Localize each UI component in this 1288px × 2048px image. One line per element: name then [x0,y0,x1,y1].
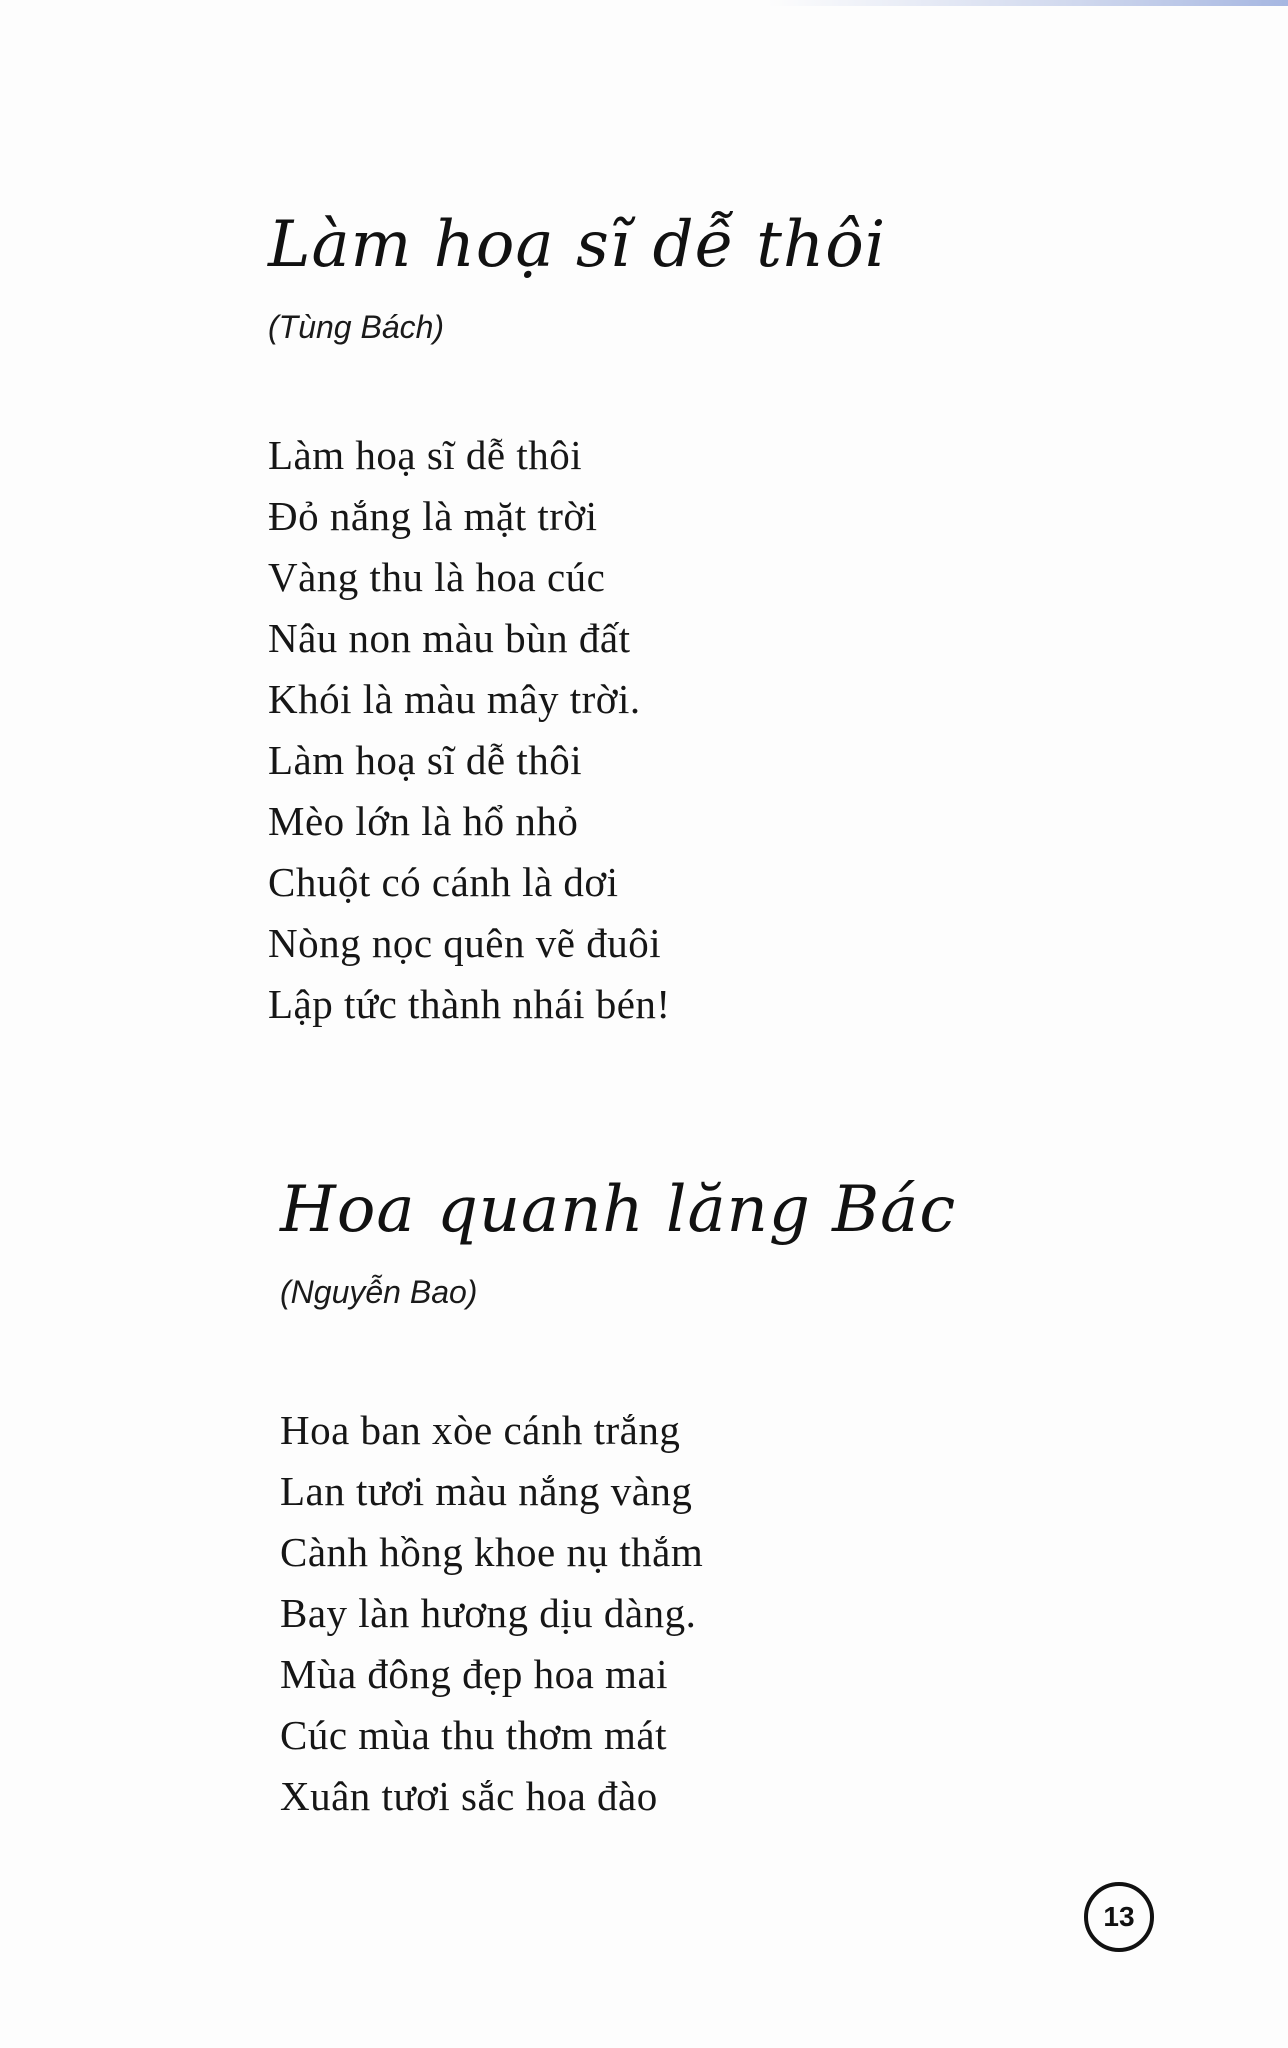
poem-title: Làm hoạ sĩ dễ thôi [268,208,887,282]
poem-line: Làm hoạ sĩ dễ thôi [268,432,583,478]
poem-line: Nòng nọc quên vẽ đuôi [268,920,662,966]
poem-line: Mùa đông đẹp hoa mai [280,1651,669,1697]
poem-line: Đỏ nắng là mặt trời [268,493,598,539]
poem-line: Cành hồng khoe nụ thắm [280,1529,704,1575]
poem-title: Hoa quanh lăng Bác [280,1173,957,1247]
poem-author: (Nguyễn Bao) [280,1274,478,1310]
poem-line: Bay làn hương dịu dàng. [280,1590,697,1636]
poem-line: Xuân tươi sắc hoa đào [280,1773,658,1819]
poem-line: Chuột có cánh là dơi [268,859,619,905]
poem-line: Hoa ban xòe cánh trắng [280,1407,681,1453]
poem-line: Vàng thu là hoa cúc [268,554,606,600]
poem-line: Lan tươi màu nắng vàng [280,1468,693,1514]
poem-line: Nâu non màu bùn đất [268,615,631,661]
poem-verse [268,425,1168,1035]
poem-line: Cúc mùa thu thơm mát [280,1712,667,1758]
poem-author: (Tùng Bách) [268,309,445,345]
poem-line: Làm hoạ sĩ dễ thôi [268,737,583,783]
poem-verse [280,1400,1180,1827]
page-number-badge: 13 [1084,1882,1154,1952]
poem-hoa-quanh-lang-bac [280,1170,1180,1827]
poem-line: Mèo lớn là hổ nhỏ [268,798,579,844]
poem-lam-hoa-si [268,205,1168,1035]
scan-edge-band [768,0,1288,6]
poem-line: Khói là màu mây trời. [268,676,641,722]
poem-line: Lập tức thành nhái bén! [268,981,671,1027]
